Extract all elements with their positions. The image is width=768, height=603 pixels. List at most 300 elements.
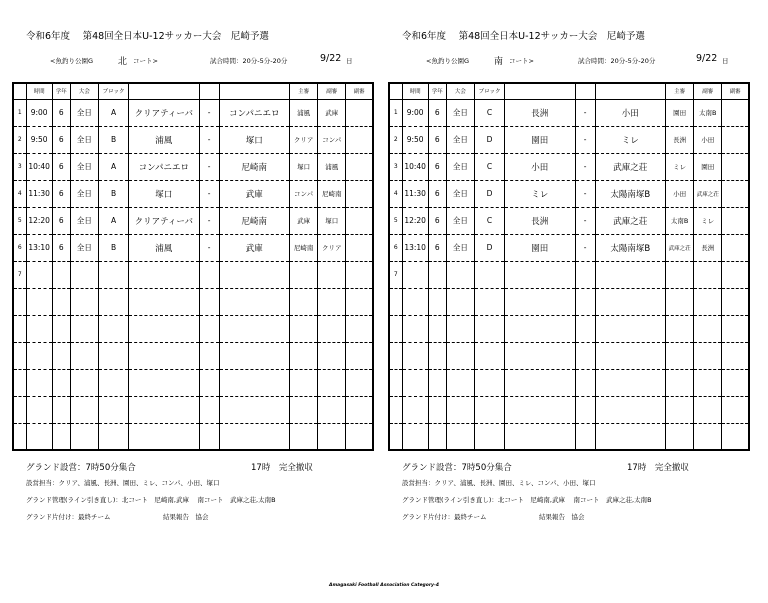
cell-referee bbox=[290, 288, 318, 315]
cell-assistant1: 武庫之荘 bbox=[694, 180, 722, 207]
cell-assistant2 bbox=[722, 207, 749, 234]
footer-setup-line bbox=[402, 461, 742, 473]
cell-time: 11:30 bbox=[402, 180, 428, 207]
cell-team2: ミレ bbox=[595, 126, 665, 153]
cell-assistant1: 太南B bbox=[694, 99, 722, 126]
cell-tournament: 全日 bbox=[70, 234, 98, 261]
cell-block bbox=[474, 342, 504, 369]
cell-tournament: 全日 bbox=[70, 99, 98, 126]
cell-team1 bbox=[505, 396, 575, 423]
cell-block bbox=[474, 396, 504, 423]
cell-assistant1 bbox=[318, 369, 346, 396]
cell-assistant2 bbox=[722, 261, 749, 288]
schedule-table bbox=[388, 82, 750, 451]
row-number: 3 bbox=[389, 153, 402, 180]
cell-referee: クリア bbox=[290, 126, 318, 153]
cell-time bbox=[402, 288, 428, 315]
cell-team2 bbox=[219, 288, 289, 315]
cell-dash bbox=[199, 396, 219, 423]
header-assistant2: 副審 bbox=[346, 83, 373, 99]
cell-grade: 6 bbox=[52, 207, 70, 234]
cell-referee: 太南B bbox=[666, 207, 694, 234]
cell-assistant2 bbox=[346, 99, 373, 126]
cell-team2: 尼崎南 bbox=[219, 153, 289, 180]
cell-team2 bbox=[595, 342, 665, 369]
cell-time bbox=[402, 369, 428, 396]
table-row bbox=[389, 288, 749, 315]
table-row bbox=[389, 234, 749, 261]
row-number bbox=[13, 315, 26, 342]
row-number bbox=[13, 423, 26, 450]
table-row bbox=[13, 315, 373, 342]
cell-tournament bbox=[70, 369, 98, 396]
cell-grade bbox=[52, 315, 70, 342]
cell-time: 9:00 bbox=[26, 99, 52, 126]
header-no bbox=[389, 83, 402, 99]
cell-referee bbox=[290, 315, 318, 342]
cell-assistant1: クリア bbox=[318, 234, 346, 261]
cell-team1: 浦風 bbox=[129, 234, 199, 261]
footer-close: 17時 完全撤収 bbox=[251, 463, 313, 473]
cell-dash: - bbox=[199, 180, 219, 207]
header-tournament: 大会 bbox=[70, 83, 98, 99]
cell-assistant2 bbox=[346, 153, 373, 180]
row-number: 1 bbox=[389, 99, 402, 126]
cell-tournament bbox=[70, 423, 98, 450]
cell-team2 bbox=[219, 423, 289, 450]
cell-grade bbox=[428, 423, 446, 450]
footer-setup: グランド設営：7時50分集合 bbox=[402, 463, 512, 473]
cell-dash: - bbox=[199, 234, 219, 261]
cell-time: 10:40 bbox=[402, 153, 428, 180]
cell-grade: 6 bbox=[428, 234, 446, 261]
cell-tournament bbox=[446, 342, 474, 369]
match-date: 9/22 bbox=[320, 53, 342, 64]
cell-team1: コンパニエロ bbox=[129, 153, 199, 180]
cell-team2 bbox=[219, 396, 289, 423]
cell-assistant2 bbox=[346, 288, 373, 315]
cell-team1 bbox=[505, 342, 575, 369]
cell-tournament bbox=[446, 288, 474, 315]
cell-assistant2 bbox=[722, 288, 749, 315]
cell-team1: 園田 bbox=[505, 126, 575, 153]
cell-team1: 小田 bbox=[505, 153, 575, 180]
cell-assistant2 bbox=[722, 315, 749, 342]
header-time: 時間 bbox=[26, 83, 52, 99]
cell-time bbox=[402, 342, 428, 369]
cell-block bbox=[98, 288, 128, 315]
cell-dash: - bbox=[575, 180, 595, 207]
row-number: 4 bbox=[13, 180, 26, 207]
cell-team2 bbox=[595, 423, 665, 450]
cell-tournament: 全日 bbox=[446, 153, 474, 180]
cell-block: D bbox=[474, 234, 504, 261]
cell-team2 bbox=[595, 369, 665, 396]
cell-time bbox=[26, 342, 52, 369]
table-row bbox=[13, 99, 373, 126]
footer-management: グランド管理(ライン引き直し)：北コート 尼崎南,武庫 南コート 武庫之荘,太南B bbox=[26, 496, 276, 504]
row-number bbox=[13, 288, 26, 315]
match-date: 9/22 bbox=[696, 53, 718, 64]
table-row bbox=[389, 180, 749, 207]
cell-team1: 塚口 bbox=[129, 180, 199, 207]
cell-block bbox=[474, 288, 504, 315]
cell-dash bbox=[199, 369, 219, 396]
header-assistant1: 副審 bbox=[694, 83, 722, 99]
cell-dash bbox=[199, 423, 219, 450]
cell-grade bbox=[428, 342, 446, 369]
table-row bbox=[13, 153, 373, 180]
table-row bbox=[389, 126, 749, 153]
cell-team2: 武庫 bbox=[219, 180, 289, 207]
cell-dash: - bbox=[575, 153, 595, 180]
table-row bbox=[13, 234, 373, 261]
cell-assistant1: 園田 bbox=[694, 153, 722, 180]
cell-tournament: 全日 bbox=[70, 180, 98, 207]
cell-block bbox=[474, 423, 504, 450]
cell-assistant1 bbox=[318, 288, 346, 315]
cell-assistant2 bbox=[346, 369, 373, 396]
table-header-row bbox=[13, 83, 373, 99]
footer-report: 結果報告 協会 bbox=[163, 513, 209, 521]
cell-time bbox=[26, 261, 52, 288]
footer-duty: 設営担当：クリア、浦風、長洲、園田、ミレ、コンパ、小田、塚口 bbox=[402, 479, 596, 487]
cell-assistant1 bbox=[318, 396, 346, 423]
cell-assistant1 bbox=[694, 288, 722, 315]
row-number bbox=[389, 423, 402, 450]
court-name: 北 bbox=[118, 57, 128, 67]
cell-tournament bbox=[70, 342, 98, 369]
cell-block bbox=[98, 342, 128, 369]
footer-management: グランド管理(ライン引き直し)：北コート 尼崎南,武庫 南コート 武庫之荘,太南B bbox=[402, 496, 652, 504]
cell-grade bbox=[52, 288, 70, 315]
cell-referee: 浦風 bbox=[290, 99, 318, 126]
cell-time: 12:20 bbox=[402, 207, 428, 234]
cell-team1 bbox=[129, 288, 199, 315]
court-name: 南 bbox=[494, 57, 504, 67]
cell-referee: 小田 bbox=[666, 180, 694, 207]
cell-grade bbox=[428, 288, 446, 315]
cell-assistant2 bbox=[722, 369, 749, 396]
cell-team2: 武庫之荘 bbox=[595, 153, 665, 180]
cell-assistant1: 長洲 bbox=[694, 234, 722, 261]
cell-assistant1: 武庫 bbox=[318, 99, 346, 126]
cell-tournament: 全日 bbox=[70, 153, 98, 180]
cell-assistant2 bbox=[722, 342, 749, 369]
cell-team2 bbox=[219, 261, 289, 288]
cell-assistant2 bbox=[722, 423, 749, 450]
cell-time: 9:00 bbox=[402, 99, 428, 126]
venue-label: <魚釣り公園G bbox=[50, 57, 93, 65]
cell-team2 bbox=[219, 315, 289, 342]
cell-tournament bbox=[446, 396, 474, 423]
cell-grade: 6 bbox=[52, 126, 70, 153]
cell-time bbox=[26, 396, 52, 423]
cell-team1 bbox=[129, 423, 199, 450]
table-row bbox=[13, 369, 373, 396]
cell-referee bbox=[666, 315, 694, 342]
cell-dash: - bbox=[199, 126, 219, 153]
cell-grade: 6 bbox=[52, 153, 70, 180]
cell-tournament bbox=[70, 315, 98, 342]
cell-assistant2 bbox=[346, 315, 373, 342]
venue-label: <魚釣り公園G bbox=[426, 57, 469, 65]
cell-team2: コンパニエロ bbox=[219, 99, 289, 126]
match-time: 試合時間：20分-5分-20分 bbox=[578, 57, 656, 65]
court-suffix: コート> bbox=[133, 57, 158, 65]
cell-assistant1 bbox=[318, 261, 346, 288]
cell-assistant1: コンパ bbox=[318, 126, 346, 153]
cell-team1: 浦風 bbox=[129, 126, 199, 153]
cell-team1 bbox=[129, 342, 199, 369]
schedule-sheet-north bbox=[12, 0, 374, 540]
cell-assistant2 bbox=[346, 234, 373, 261]
cell-team1 bbox=[129, 396, 199, 423]
row-number bbox=[389, 288, 402, 315]
cell-dash bbox=[199, 315, 219, 342]
cell-tournament bbox=[446, 315, 474, 342]
cell-block: C bbox=[474, 99, 504, 126]
sheet-subline bbox=[12, 53, 374, 68]
cell-block: B bbox=[98, 180, 128, 207]
footer-cleanup: グランド片付け：最終チーム bbox=[402, 513, 487, 521]
cell-team2: 尼崎南 bbox=[219, 207, 289, 234]
cell-referee bbox=[666, 423, 694, 450]
cell-referee bbox=[290, 369, 318, 396]
header-no bbox=[13, 83, 26, 99]
cell-grade bbox=[428, 261, 446, 288]
cell-referee bbox=[666, 396, 694, 423]
cell-assistant1 bbox=[694, 315, 722, 342]
cell-dash bbox=[575, 396, 595, 423]
cell-team1 bbox=[129, 369, 199, 396]
cell-assistant1: 尼崎南 bbox=[318, 180, 346, 207]
cell-dash: - bbox=[575, 99, 595, 126]
cell-grade: 6 bbox=[428, 180, 446, 207]
row-number: 7 bbox=[389, 261, 402, 288]
cell-time bbox=[402, 261, 428, 288]
cell-dash: - bbox=[575, 234, 595, 261]
cell-block bbox=[98, 369, 128, 396]
cell-team1 bbox=[505, 288, 575, 315]
cell-dash bbox=[575, 261, 595, 288]
header-tournament: 大会 bbox=[446, 83, 474, 99]
header-block: ブロック bbox=[98, 83, 128, 99]
row-number bbox=[389, 342, 402, 369]
cell-block bbox=[98, 396, 128, 423]
cell-dash bbox=[575, 342, 595, 369]
cell-referee: 尼崎南 bbox=[290, 234, 318, 261]
cell-tournament bbox=[70, 288, 98, 315]
table-row bbox=[13, 396, 373, 423]
cell-team1 bbox=[129, 261, 199, 288]
header-grade: 学年 bbox=[52, 83, 70, 99]
table-row bbox=[389, 369, 749, 396]
cell-time: 13:10 bbox=[402, 234, 428, 261]
cell-assistant2 bbox=[722, 99, 749, 126]
cell-assistant2 bbox=[346, 207, 373, 234]
cell-assistant2 bbox=[722, 180, 749, 207]
cell-time bbox=[402, 423, 428, 450]
cell-time bbox=[26, 369, 52, 396]
cell-time bbox=[26, 315, 52, 342]
cell-tournament: 全日 bbox=[70, 207, 98, 234]
header-team2 bbox=[595, 83, 665, 99]
table-row bbox=[13, 342, 373, 369]
sheet-title: 令和6年度 第48回全日本U-12サッカー大会 尼崎予選 bbox=[402, 31, 645, 42]
cell-time bbox=[402, 315, 428, 342]
cell-dash bbox=[575, 288, 595, 315]
cell-time: 13:10 bbox=[26, 234, 52, 261]
cell-team1: 園田 bbox=[505, 234, 575, 261]
cell-referee bbox=[290, 396, 318, 423]
cell-dash: - bbox=[575, 126, 595, 153]
cell-block bbox=[474, 261, 504, 288]
cell-dash bbox=[199, 288, 219, 315]
cell-block: B bbox=[98, 234, 128, 261]
table-row bbox=[389, 423, 749, 450]
cell-referee bbox=[290, 261, 318, 288]
cell-assistant1: 浦風 bbox=[318, 153, 346, 180]
footer-duty: 設営担当：クリア、浦風、長洲、園田、ミレ、コンパ、小田、塚口 bbox=[26, 479, 220, 487]
table-row bbox=[13, 126, 373, 153]
cell-assistant1 bbox=[694, 423, 722, 450]
schedule-sheet-south bbox=[388, 0, 750, 540]
court-suffix: コート> bbox=[509, 57, 534, 65]
cell-team2 bbox=[219, 342, 289, 369]
table-row bbox=[13, 261, 373, 288]
cell-team2 bbox=[595, 261, 665, 288]
cell-team2 bbox=[219, 369, 289, 396]
header-referee: 主審 bbox=[666, 83, 694, 99]
cell-time: 9:50 bbox=[26, 126, 52, 153]
cell-assistant1 bbox=[318, 315, 346, 342]
cell-team2 bbox=[595, 288, 665, 315]
table-row bbox=[389, 396, 749, 423]
row-number: 6 bbox=[389, 234, 402, 261]
cell-team1 bbox=[505, 369, 575, 396]
header-grade: 学年 bbox=[428, 83, 446, 99]
cell-dash bbox=[575, 369, 595, 396]
cell-referee: ミレ bbox=[666, 153, 694, 180]
table-row bbox=[389, 153, 749, 180]
cell-team1: クリアティーバ bbox=[129, 207, 199, 234]
cell-referee: 園田 bbox=[666, 99, 694, 126]
cell-grade bbox=[428, 369, 446, 396]
header-dash bbox=[199, 83, 219, 99]
cell-grade bbox=[428, 396, 446, 423]
row-number: 5 bbox=[389, 207, 402, 234]
cell-grade: 6 bbox=[428, 153, 446, 180]
footer-cleanup-line bbox=[402, 512, 742, 522]
cell-grade bbox=[52, 342, 70, 369]
cell-block bbox=[98, 261, 128, 288]
cell-referee bbox=[666, 369, 694, 396]
cell-referee bbox=[290, 342, 318, 369]
cell-grade: 6 bbox=[428, 99, 446, 126]
footer-report: 結果報告 協会 bbox=[539, 513, 585, 521]
cell-dash bbox=[575, 315, 595, 342]
cell-dash bbox=[575, 423, 595, 450]
cell-tournament: 全日 bbox=[70, 126, 98, 153]
cell-grade: 6 bbox=[52, 234, 70, 261]
row-number bbox=[13, 342, 26, 369]
footer-cleanup-line bbox=[26, 512, 366, 522]
match-time: 試合時間：20分-5分-20分 bbox=[210, 57, 288, 65]
cell-time bbox=[26, 288, 52, 315]
cell-time: 9:50 bbox=[402, 126, 428, 153]
schedule-table bbox=[12, 82, 374, 451]
cell-dash: - bbox=[199, 99, 219, 126]
cell-block bbox=[98, 315, 128, 342]
cell-assistant1: 小田 bbox=[694, 126, 722, 153]
cell-team2: 太陽南塚B bbox=[595, 180, 665, 207]
table-row bbox=[389, 261, 749, 288]
cell-assistant2 bbox=[346, 261, 373, 288]
cell-assistant2 bbox=[722, 234, 749, 261]
cell-team1 bbox=[505, 315, 575, 342]
header-time: 時間 bbox=[402, 83, 428, 99]
association-credit: Amagasaki Football Association Category-4 bbox=[329, 583, 439, 588]
cell-assistant1 bbox=[694, 342, 722, 369]
header-referee: 主審 bbox=[290, 83, 318, 99]
cell-assistant1 bbox=[694, 369, 722, 396]
cell-assistant2 bbox=[346, 423, 373, 450]
cell-tournament: 全日 bbox=[446, 126, 474, 153]
cell-time: 12:20 bbox=[26, 207, 52, 234]
row-number: 6 bbox=[13, 234, 26, 261]
cell-grade bbox=[428, 315, 446, 342]
cell-grade bbox=[52, 261, 70, 288]
cell-time bbox=[402, 396, 428, 423]
cell-tournament bbox=[70, 396, 98, 423]
cell-assistant1: ミレ bbox=[694, 207, 722, 234]
header-assistant2: 副審 bbox=[722, 83, 749, 99]
cell-block: B bbox=[98, 126, 128, 153]
row-number: 5 bbox=[13, 207, 26, 234]
cell-referee bbox=[666, 342, 694, 369]
row-number bbox=[389, 315, 402, 342]
cell-block bbox=[474, 369, 504, 396]
cell-grade bbox=[52, 369, 70, 396]
row-number bbox=[389, 396, 402, 423]
cell-grade: 6 bbox=[428, 207, 446, 234]
cell-block: D bbox=[474, 180, 504, 207]
cell-referee: 長洲 bbox=[666, 126, 694, 153]
cell-referee: 武庫 bbox=[290, 207, 318, 234]
cell-team2: 太陽南塚B bbox=[595, 234, 665, 261]
cell-time: 10:40 bbox=[26, 153, 52, 180]
sheet-title: 令和6年度 第48回全日本U-12サッカー大会 尼崎予選 bbox=[26, 31, 269, 42]
cell-block: A bbox=[98, 207, 128, 234]
cell-assistant1 bbox=[694, 261, 722, 288]
cell-tournament bbox=[446, 369, 474, 396]
cell-tournament bbox=[70, 261, 98, 288]
cell-team1 bbox=[505, 423, 575, 450]
header-team1 bbox=[505, 83, 575, 99]
header-block: ブロック bbox=[474, 83, 504, 99]
cell-tournament: 全日 bbox=[446, 207, 474, 234]
cell-referee: コンパ bbox=[290, 180, 318, 207]
cell-team1: 長洲 bbox=[505, 207, 575, 234]
footer-close: 17時 完全撤収 bbox=[627, 463, 689, 473]
cell-team2: 塚口 bbox=[219, 126, 289, 153]
footer-setup-line bbox=[26, 461, 366, 473]
match-day: 日 bbox=[346, 57, 353, 65]
row-number: 3 bbox=[13, 153, 26, 180]
cell-block: A bbox=[98, 153, 128, 180]
cell-dash: - bbox=[199, 153, 219, 180]
